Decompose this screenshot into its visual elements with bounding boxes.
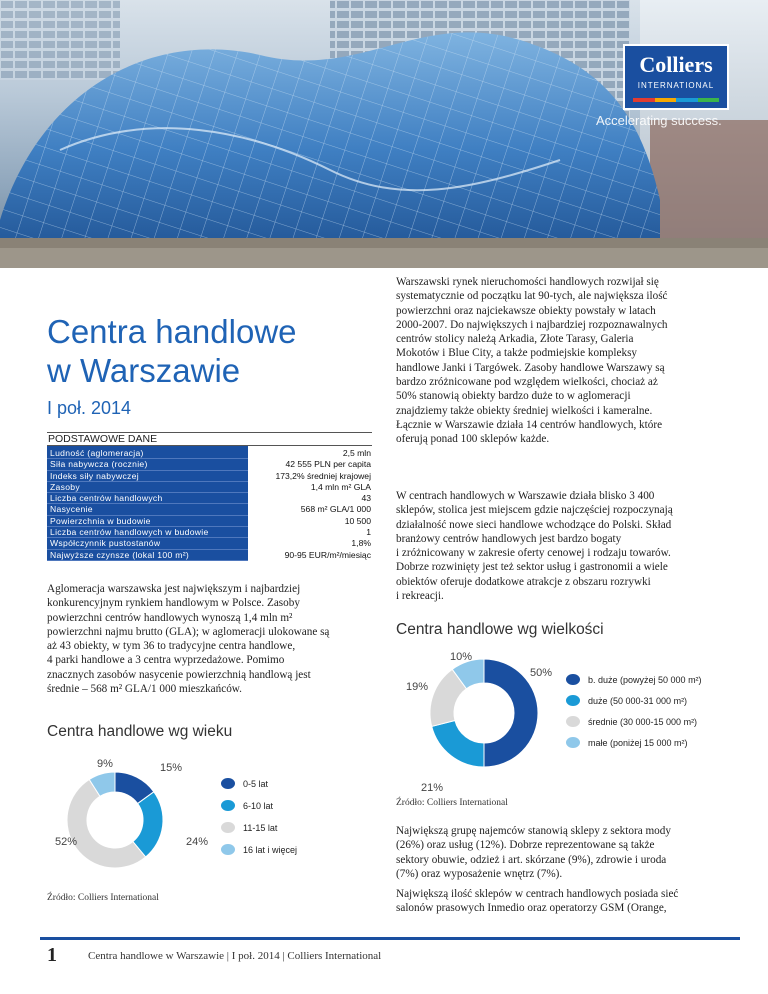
logo-subtitle: INTERNATIONAL (637, 81, 715, 90)
key-data-value: 2,5 mln (342, 448, 371, 458)
text-line: obiektów oferuje dodatkowe atrakcje z obszaru rozrywki (396, 575, 651, 588)
key-data-value: 42 555 PLN per capita (285, 459, 371, 470)
legend-label: 11-15 lat (243, 822, 278, 833)
text-line: centrów stolicy należą Arkadia, Złote Tarasy, Galeria (396, 333, 634, 346)
text-line: aż 43 obiekty, w tym 36 to tradycyjne centra handlowe, (47, 640, 296, 653)
key-data-value: 1,4 mln m² GLA (310, 481, 371, 492)
text-line: 2000-2007. Do największych i najbardziej rozpoznawalnych (396, 318, 668, 331)
chart-size-label-large: 21% (421, 782, 444, 794)
tenants-paragraph (396, 489, 736, 603)
text-line: salonów prasowych Inmedio oraz operatorzy GSM (Orange, (396, 902, 667, 915)
legend-item-size (566, 674, 702, 685)
key-data-value: 90-95 EUR/m²/miesiąc (284, 549, 371, 560)
legend-item-age (221, 778, 268, 789)
key-data-label: Liczba centrów handlowych w budowie (47, 527, 248, 538)
text-line: średnie – 568 m² GLA/1 000 mieszkańców. (47, 683, 242, 696)
chart-age-label-16plus: 9% (97, 758, 113, 770)
legend-label: małe (poniżej 15 000 m²) (588, 737, 688, 748)
key-data-values (248, 446, 372, 561)
text-line: sektory obuwie, odzież i art. skórzane (9%), zdrowie i uroda (396, 853, 667, 866)
text-line: konkurencyjnym rynkiem handlowym w Polsce. Zasoby (47, 597, 300, 610)
key-data-value: 568 m² GLA/1 000 (300, 504, 371, 515)
legend-item-size (566, 716, 697, 727)
text-line: Łącznie w Warszawie działa 14 centrów handlowych, które (396, 418, 663, 431)
text-line: handlowe Janki i Targówek. Zasoby handlowe Warszawy są (396, 361, 665, 374)
text-line: Dobrze rozwinięty jest też sektor usług i gastronomii a wiele (396, 561, 668, 574)
intro-paragraph (47, 582, 377, 696)
legend-item-size (566, 737, 688, 748)
colliers-logo[interactable] (623, 44, 729, 110)
key-data-heading: PODSTAWOWE DANE (47, 432, 372, 446)
legend-label: 0-5 lat (243, 778, 269, 789)
largest-chains-paragraph (396, 887, 736, 916)
key-data-value: 1,8% (351, 538, 371, 549)
legend-item-size (566, 695, 687, 706)
chart-size-title: Centra handlowe wg wielkości (396, 621, 604, 638)
text-line: i rekreacji. (396, 590, 444, 603)
hero-photo (0, 0, 768, 268)
legend-swatch (221, 800, 235, 811)
text-line: Aglomeracja warszawska jest największym i najbardziej (47, 583, 301, 595)
key-data-table (47, 432, 372, 561)
text-line: (26%) oraz usług (12%). Dobrze reprezentowane są także (396, 839, 655, 852)
chart-age-label-11-15: 52% (55, 836, 78, 848)
legend-label: średnie (30 000-15 000 m²) (588, 716, 698, 727)
legend-label: b. duże (powyżej 50 000 m²) (588, 674, 702, 685)
legend-swatch (221, 822, 235, 833)
donut-slice-size-1 (432, 720, 484, 767)
chart-age-label-6-10: 24% (186, 836, 209, 848)
period-label: I poł. 2014 (47, 398, 132, 418)
glass-dome-illustration (0, 0, 768, 268)
title-line-1: Centra handlowe (47, 313, 297, 350)
legend-label: 16 lat i więcej (243, 844, 298, 855)
chart-age-label-0-5: 15% (160, 762, 183, 774)
legend-swatch (566, 674, 580, 685)
text-line: powierzchni oraz najciekawsze obiekty powstały w latach (396, 304, 656, 317)
chart-size-source: Źródło: Colliers International (396, 798, 508, 808)
logo-color-stripe (633, 98, 719, 102)
legend-label: duże (50 000-31 000 m²) (588, 695, 688, 706)
text-line: oferują ponad 100 sklepów każde. (396, 433, 550, 446)
text-line: bardzo zróżnicowane pod względem wielkości, chociaż aż (396, 376, 658, 389)
key-data-value: 10 500 (344, 515, 371, 526)
chart-size-label-medium: 19% (406, 681, 429, 693)
key-data-label: Siła nabywcza (rocznie) (47, 459, 248, 470)
text-line: systematycznie od początku lat 90-tych, ale największa ilość (396, 290, 668, 303)
text-line: działalność nowe sieci handlowe wchodzące do Polski. Skład (396, 518, 672, 531)
page-title (47, 312, 297, 390)
tagline: Accelerating success. (596, 113, 722, 128)
text-line: i zróżnicowany w zakresie oferty cenowej i rodzaju towarów. (396, 547, 671, 560)
key-data-label: Ludność (aglomeracja) (47, 448, 248, 459)
text-line: powierzchni najmu brutto (GLA); w aglomeracji ulokowane są (47, 625, 330, 638)
key-data-value: 173,2% średniej krajowej (275, 470, 371, 481)
key-data-label: Zasoby (47, 482, 248, 493)
legend-swatch (566, 716, 580, 727)
chart-age-title: Centra handlowe wg wieku (47, 723, 233, 740)
title-line-2: w Warszawie (47, 352, 241, 389)
text-line: Mokotów i Blue City, a także podmiejskie kompleksy (396, 347, 638, 360)
key-data-label: Liczba centrów handlowych (47, 493, 248, 504)
market-paragraph (396, 275, 736, 447)
key-data-labels (47, 446, 248, 561)
text-line: (7%) oraz wyposażenie wnętrz (7%). (396, 867, 563, 880)
text-line: W centrach handlowych w Warszawie działa blisko 3 400 (396, 490, 655, 502)
legend-swatch (566, 737, 580, 748)
text-line: Warszawski rynek nieruchomości handlowych rozwijał się (396, 276, 659, 288)
chart-size-label-small: 10% (450, 651, 473, 663)
key-data-label: Najwyższe czynsze (lokal 100 m²) (47, 550, 248, 561)
chart-age-source: Źródło: Colliers International (47, 893, 159, 903)
footer-text: Centra handlowe w Warszawie | I poł. 2014 | Colliers International (88, 950, 382, 962)
text-line: 50% stanowią obiekty bardzo duże to w aglomeracji (396, 390, 631, 403)
legend-item-age (221, 800, 273, 811)
key-data-value: 1 (366, 527, 371, 538)
text-line: Największą grupę najemców stanowią sklepy z sektora mody (396, 825, 671, 837)
footer-rule (40, 937, 740, 940)
text-line: Największą ilość sklepów w centrach handlowych posiada sieć (396, 888, 679, 900)
key-data-label: Nasycenie (47, 504, 248, 515)
sectors-paragraph (396, 824, 736, 881)
text-line: branżowy centrów handlowych jest bardzo bogaty (396, 532, 622, 545)
legend-swatch (566, 695, 580, 706)
legend-item-age (221, 822, 277, 833)
chart-age-donut (60, 770, 200, 870)
legend-swatch (221, 844, 235, 855)
legend-swatch (221, 778, 235, 789)
text-line: znajdziemy także obiekty średniej wielkości i kameralne. (396, 404, 653, 417)
key-data-value: 43 (361, 493, 371, 504)
key-data-label: Indeks siły nabywczej (47, 471, 248, 482)
legend-item-age (221, 844, 297, 855)
text-line: znacznych zasobów nasycenie powierzchnią handlową jest (47, 668, 311, 681)
key-data-label: Powierzchnia w budowie (47, 516, 248, 527)
chart-size-label-very-large: 50% (530, 667, 553, 679)
legend-label: 6-10 lat (243, 800, 274, 811)
text-line: 4 parki handlowe a 3 centra wyprzedażowe. Pomimo (47, 654, 285, 667)
text-line: powierzchni centrów handlowych wynoszą 1,4 mln m² (47, 611, 293, 624)
page-number: 1 (47, 944, 57, 966)
key-data-label: Współczynnik pustostanów (47, 538, 248, 549)
text-line: sklepów, stolica jest miejscem gdzie najczęściej rozpoczynają (396, 504, 673, 517)
logo-name: Colliers (639, 52, 713, 77)
